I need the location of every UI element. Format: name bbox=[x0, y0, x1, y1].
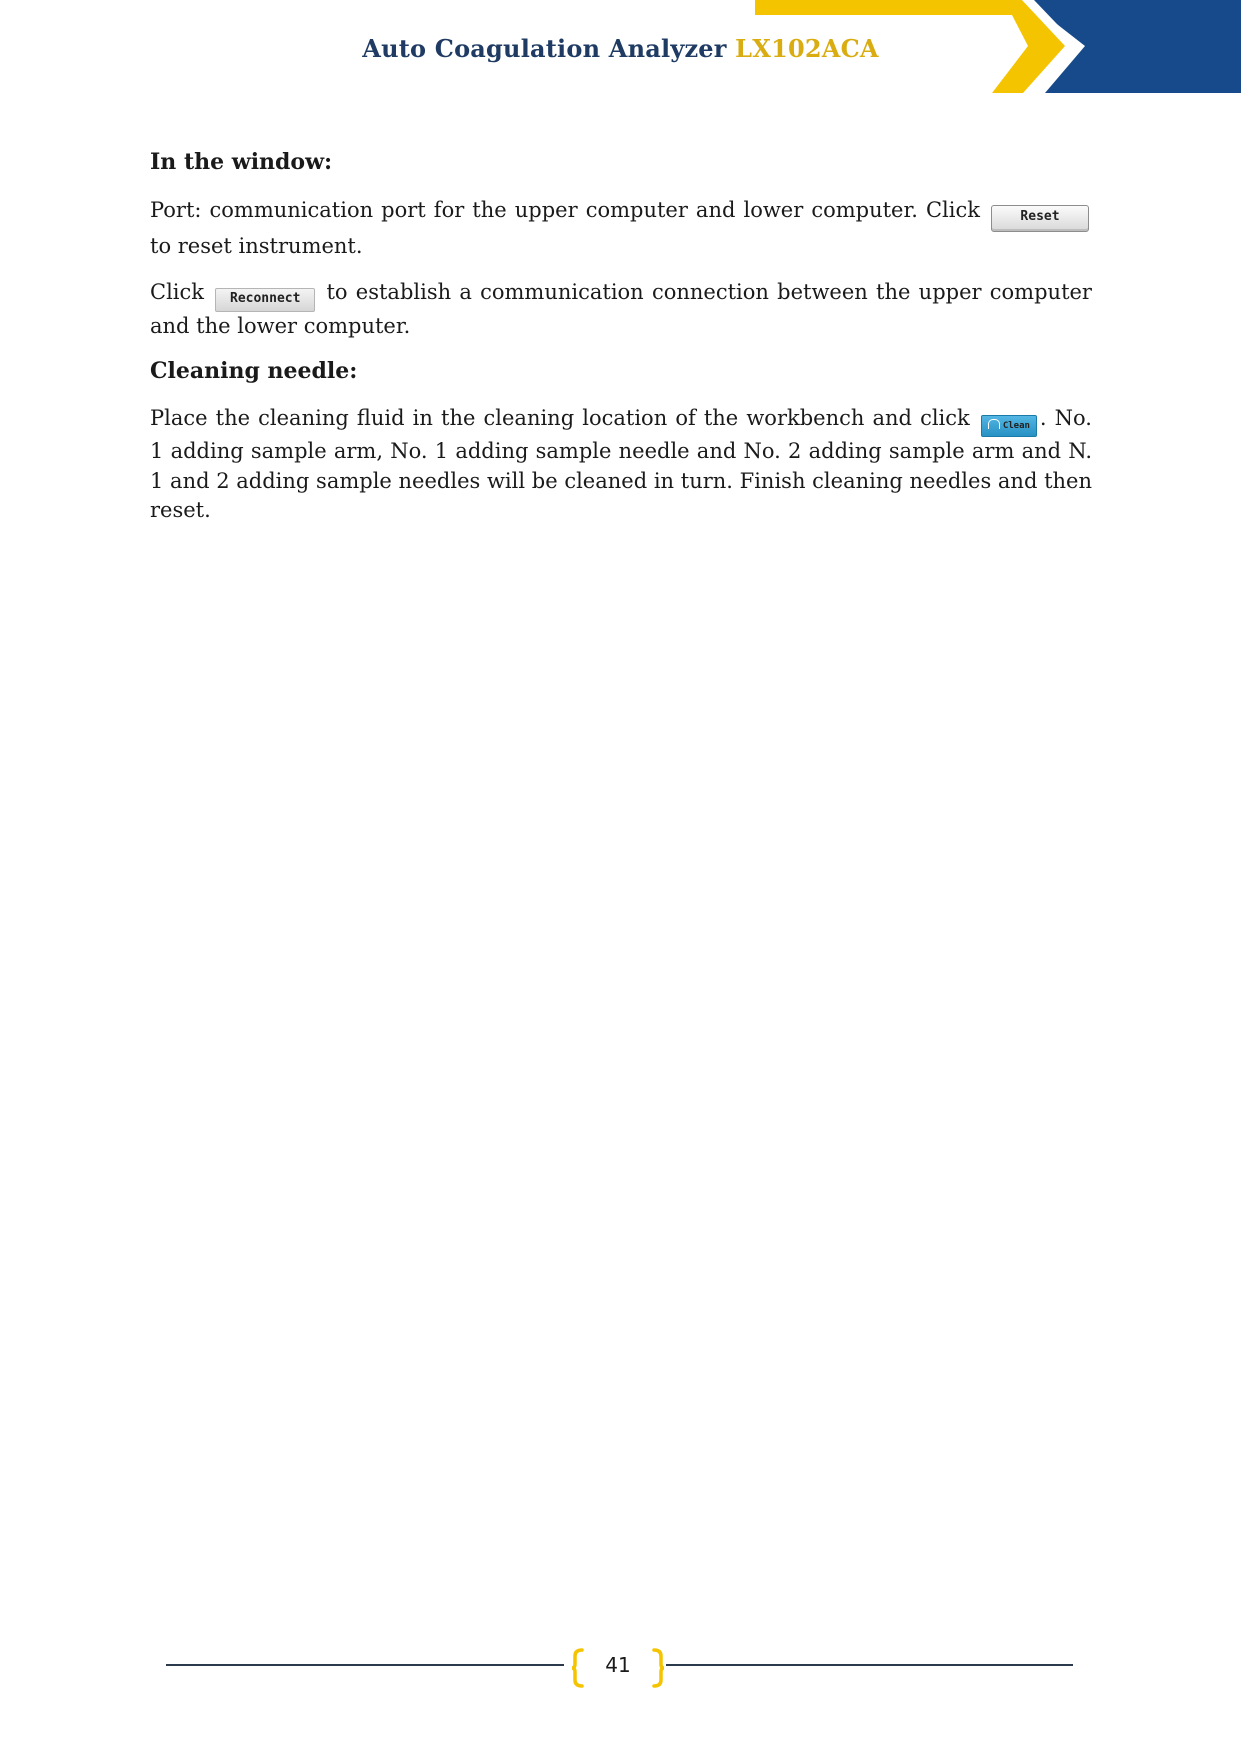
port-text-before: Port: communication port for the upper computer and lower computer. Click bbox=[150, 197, 980, 222]
reconnect-button[interactable] bbox=[215, 288, 315, 312]
paragraph-cleaning bbox=[150, 404, 1092, 526]
footer-rule-right bbox=[666, 1664, 1073, 1666]
paragraph-port bbox=[150, 196, 1092, 262]
reconnect-text-after: to establish a communication connection between the upper computer and the lower computer. bbox=[150, 280, 1092, 338]
header-corner-decoration bbox=[740, 0, 1241, 96]
reset-button-label: Reset bbox=[1020, 208, 1060, 224]
document-body bbox=[150, 148, 1092, 543]
header-title-model: LX102ACA bbox=[735, 34, 879, 63]
clean-button[interactable] bbox=[981, 415, 1037, 437]
header-title-main: Auto Coagulation Analyzer bbox=[362, 34, 727, 63]
cleaning-text-before: Place the cleaning fluid in the cleaning location of the workbench and click bbox=[150, 406, 970, 430]
right-brace-icon bbox=[652, 1648, 666, 1688]
reset-button[interactable] bbox=[991, 205, 1089, 232]
cleaning-text-after: . No. 1 adding sample arm, No. 1 adding sample needle and No. 2 adding sample arm and N. 1 and 2 adding sample needles will be cleaned in turn. Finish cleaning needles and then reset. bbox=[150, 406, 1092, 522]
click-word: Click bbox=[150, 280, 204, 304]
heading-in-the-window: In the window: bbox=[150, 149, 333, 175]
paragraph-reconnect bbox=[150, 278, 1092, 342]
deco-yellow-band bbox=[755, 0, 1066, 93]
clean-button-label: Clean bbox=[1002, 421, 1030, 431]
reconnect-button-label: Reconnect bbox=[230, 291, 301, 306]
lock-icon bbox=[988, 419, 1000, 429]
footer-rule-left bbox=[166, 1664, 564, 1666]
heading-cleaning-needle: Cleaning needle: bbox=[150, 357, 358, 384]
port-text-after: to reset instrument. bbox=[150, 233, 363, 258]
page-number: 41 bbox=[605, 1653, 631, 1677]
